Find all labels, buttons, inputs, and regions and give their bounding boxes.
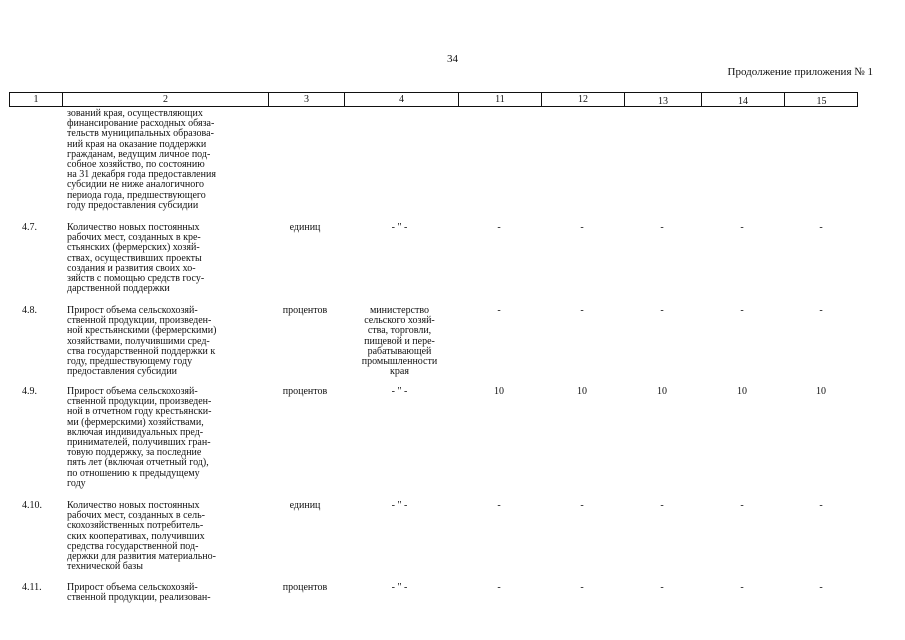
row-unit: единиц [289,222,321,233]
header-cell-col-4: 4 [344,93,458,106]
page-number: 34 [447,53,458,65]
row-number: 4.7. [22,222,37,233]
row-value-col-14: - [740,582,744,593]
row-responsible: - " - [391,222,408,233]
row-value-col-11: - [497,305,501,316]
row-number: 4.11. [22,582,42,593]
row-value-col-15: - [819,582,823,593]
table-header-row [9,92,858,107]
row-number: 4.9. [22,386,37,397]
row-value-col-12: - [580,500,584,511]
header-cell-col-3: 3 [268,93,344,106]
row-value-col-11: - [497,582,501,593]
row-value-col-15: - [819,500,823,511]
row-value-col-12: - [580,222,584,233]
row-value-col-11: - [497,500,501,511]
row-value-col-12: - [580,305,584,316]
row-description: зований края, осуществляющих финансирование расходных обяза- тельств муниципальных образова- ний края на оказание поддержки гражданам, ведущим личное под- собное хозяйство, по состоянию на 31 декабря года предоставления субсидии не ниже аналогичного периода года, предшествующего году предоставления субсидии [67,108,216,211]
row-value-col-14: - [740,305,744,316]
header-cell-col-15: 15 [784,93,858,106]
row-number: 4.8. [22,305,37,316]
row-responsible: министерство сельского хозяй- ства, торговли, пищевой и пере- рабатывающей промышленности края [361,305,438,378]
row-value-col-13: - [660,582,664,593]
row-value-col-11: - [497,222,501,233]
row-value-col-13: - [660,222,664,233]
row-value-col-12: 10 [577,386,587,397]
row-responsible: - " - [391,582,408,593]
row-unit: процентов [282,582,328,593]
row-value-col-14: - [740,500,744,511]
row-value-col-12: - [580,582,584,593]
row-value-col-15: - [819,305,823,316]
row-value-col-13: - [660,305,664,316]
row-value-col-14: - [740,222,744,233]
header-cell-col-2: 2 [62,93,268,106]
row-value-col-15: - [819,222,823,233]
header-cell-col-13: 13 [624,93,701,106]
row-value-col-15: 10 [816,386,826,397]
header-cell-col-12: 12 [541,93,624,106]
row-value-col-13: - [660,500,664,511]
header-cell-col-14: 14 [701,93,784,106]
row-responsible: - " - [391,386,408,397]
row-value-col-13: 10 [657,386,667,397]
header-cell-col-11: 11 [458,93,541,106]
row-value-col-14: 10 [737,386,747,397]
row-unit: процентов [282,305,328,316]
continuation-label: Продолжение приложения № 1 [727,66,873,78]
row-description: Прирост объема сельскохозяй- ственной продукции, произведен- ной крестьянскими (фермерскими) хозяйствами, получившими сред- ства государственной поддержки к году, предшествующему году предоставления субсидии [67,305,217,378]
row-unit: единиц [289,500,321,511]
row-value-col-11: 10 [494,386,504,397]
row-number: 4.10. [22,500,42,511]
row-description: Прирост объема сельскохозяй- ственной продукции, реализован- [67,582,211,604]
header-cell-col-1: 1 [33,94,39,105]
row-description: Прирост объема сельскохозяй- ственной продукции, произведен- ной в отчетном году крестьянски- ми (фермерскими) хозяйствами, включая индивидуальных пред- принимателей, получивших гран- товую поддержку, за последние пять лет (включая отчетный год), по отношению к предыдущему году [67,386,212,489]
row-responsible: - " - [391,500,408,511]
row-description: Количество новых постоянных рабочих мест, созданных в сель- скохозяйственных потребитель- ских кооперативах, получивших средства государственной под- держки для развития материально- технической базы [67,500,216,573]
row-unit: процентов [282,386,328,397]
row-description: Количество новых постоянных рабочих мест, созданных в кре- стьянских (фермерских) хозяй- ствах, осуществивших проекты создания и развития своих хо- зяйств с помощью средств госу- дарственной поддержки [67,222,205,295]
